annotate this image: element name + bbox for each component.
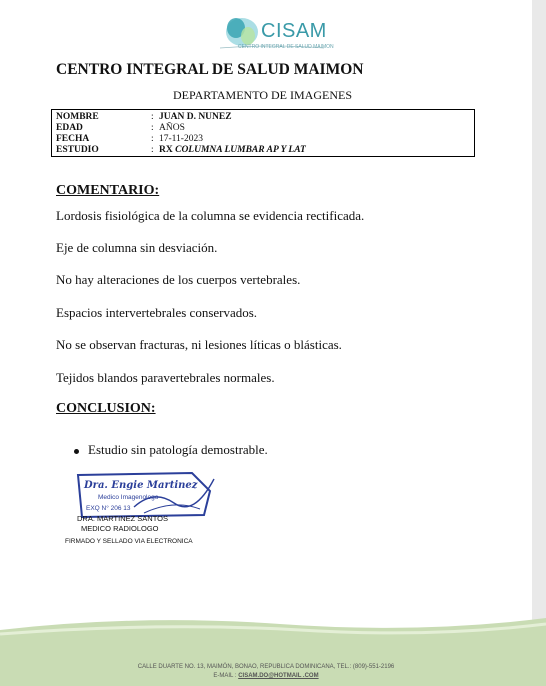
- comment-line: No se observan fracturas, ni lesiones líticas o blásticas.: [56, 337, 342, 352]
- patient-info-box: [51, 109, 475, 157]
- field-value: JUAN D. NUNEZ: [159, 112, 232, 122]
- field-label: ESTUDIO: [56, 145, 99, 155]
- page-title: CENTRO INTEGRAL DE SALUD MAIMON: [56, 61, 364, 78]
- comment-line: Lordosis fisiológica de la columna se evidencia rectificada.: [56, 208, 365, 223]
- field-colon: :: [151, 145, 154, 155]
- field-value: AÑOS: [159, 123, 185, 133]
- stamp-exq: EXQ N° 206 13: [86, 505, 131, 512]
- signer-name: DRA. MARTINEZ SANTOS: [77, 514, 168, 523]
- conclusion-heading: CONCLUSION:: [56, 401, 156, 416]
- signature-note: FIRMADO Y SELLADO VIA ELECTRONICA: [65, 538, 193, 545]
- logo-subtitle: CENTRO INTEGRAL DE SALUD MAIMON: [238, 44, 334, 50]
- conclusion-item: Estudio sin patología demostrable.: [88, 442, 268, 457]
- field-colon: :: [151, 123, 154, 133]
- comments-heading: COMENTARIO:: [56, 183, 160, 198]
- comment-line: Eje de columna sin desviación.: [56, 240, 218, 255]
- field-value: 17-11-2023: [159, 134, 203, 144]
- comment-line: Espacios intervertebrales conservados.: [56, 305, 258, 320]
- page-edge: [532, 0, 546, 686]
- footer-address: CALLE DUARTE NO. 13, MAIMÓN, BONAO, REPUBLICA DOMINICANA, TEL.: (809)-551-2196: [137, 664, 395, 670]
- study-prefix: RX: [159, 145, 173, 155]
- comment-line: Tejidos blandos paravertebrales normales.: [56, 370, 275, 385]
- field-value: [159, 144, 306, 156]
- footer-email-link[interactable]: CISAM.DO@HOTMAIL .COM: [238, 673, 319, 679]
- department-label: DEPARTAMENTO DE IMAGENES: [173, 88, 352, 102]
- field-colon: :: [151, 134, 154, 144]
- bullet-icon: [74, 449, 79, 454]
- field-colon: :: [151, 112, 154, 122]
- study-name: COLUMNA LUMBAR AP Y LAT: [175, 145, 306, 155]
- field-label: EDAD: [56, 123, 83, 133]
- comment-line: No hay alteraciones de los cuerpos vertebrales.: [56, 272, 301, 287]
- footer-email-label: E-MAIL :: [213, 673, 237, 679]
- field-label: NOMBRE: [56, 112, 99, 122]
- signer-title: MEDICO RADIOLOGO: [81, 524, 159, 533]
- stamp-title: Medico Imagenologo: [98, 494, 159, 501]
- logo-brand: CISAM: [261, 20, 327, 42]
- footer-email-line: [0, 673, 532, 679]
- field-label: FECHA: [56, 134, 90, 144]
- stamp-name: Dra. Engie Martinez: [84, 480, 198, 491]
